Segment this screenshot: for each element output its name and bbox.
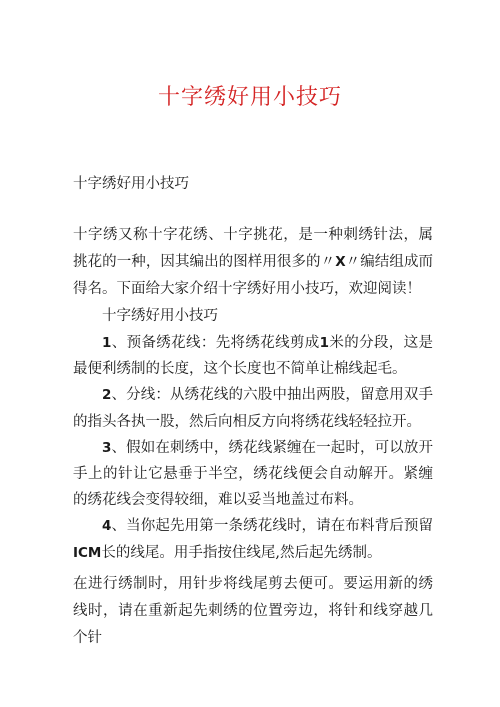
intro-text-before: 十字绣又称十字花绣、十字挑花，是一种刺绣针法，属挑花的一种，因其编出的图样用很多的〃 bbox=[73, 227, 433, 270]
item-unit-number: 1 bbox=[319, 335, 330, 351]
list-item-2 bbox=[73, 382, 433, 434]
item-text: 、分线：从绣花线的六股中抽出两股，留意用双手的指头各执一股，然后向相反方向将绣花线轻轻拉开。 bbox=[73, 387, 433, 430]
item-number: 2 bbox=[102, 387, 112, 404]
item-text-b: 长的线尾。用手指按住线尾,然后起先绣制。 bbox=[101, 544, 382, 561]
list-item-4 bbox=[73, 513, 433, 565]
item-text-b: 米的分段，这是最便利绣制的长度，这个长度也不简单让棉线起毛。 bbox=[73, 335, 434, 378]
article-body bbox=[73, 222, 433, 652]
item-text-a: 、预备绣花线：先将绣花线剪成 bbox=[111, 335, 320, 351]
section-heading: 十字绣好用小技巧 bbox=[102, 308, 218, 324]
item-unit: ICM bbox=[73, 544, 102, 561]
subheading: 十字绣好用小技巧 bbox=[73, 176, 189, 192]
list-item-1 bbox=[73, 330, 433, 382]
item-text-a: 、当你起先用第一条绣花线时，请在布料背后预留 bbox=[111, 518, 433, 535]
item-text: 、假如在刺绣中，绣花线紧缠在一起时，可以放开手上的针让它悬垂于半空，绣花线便会自动解开。紧缠的绣花线会变得较细，难以妥当地盖过布料。 bbox=[73, 439, 433, 509]
intro-text-after: 〃编结组成而得名。下面给大家介绍十字绣好用小技巧，欢迎阅读！ bbox=[73, 254, 434, 297]
intro-x-mark: X bbox=[335, 254, 346, 270]
item-number: 4 bbox=[102, 518, 112, 535]
item-number: 3 bbox=[102, 439, 112, 456]
intro-paragraph bbox=[73, 222, 433, 303]
item-number: 1 bbox=[102, 335, 112, 351]
list-item-3 bbox=[73, 435, 433, 514]
last-paragraph: 在进行绣制时，用针步将线尾剪去便可。要运用新的绣线时，请在重新起先刺绣的位置旁边，将针和线穿越几个针 bbox=[73, 575, 433, 646]
document-title: 十字绣好用小技巧 bbox=[157, 85, 342, 110]
